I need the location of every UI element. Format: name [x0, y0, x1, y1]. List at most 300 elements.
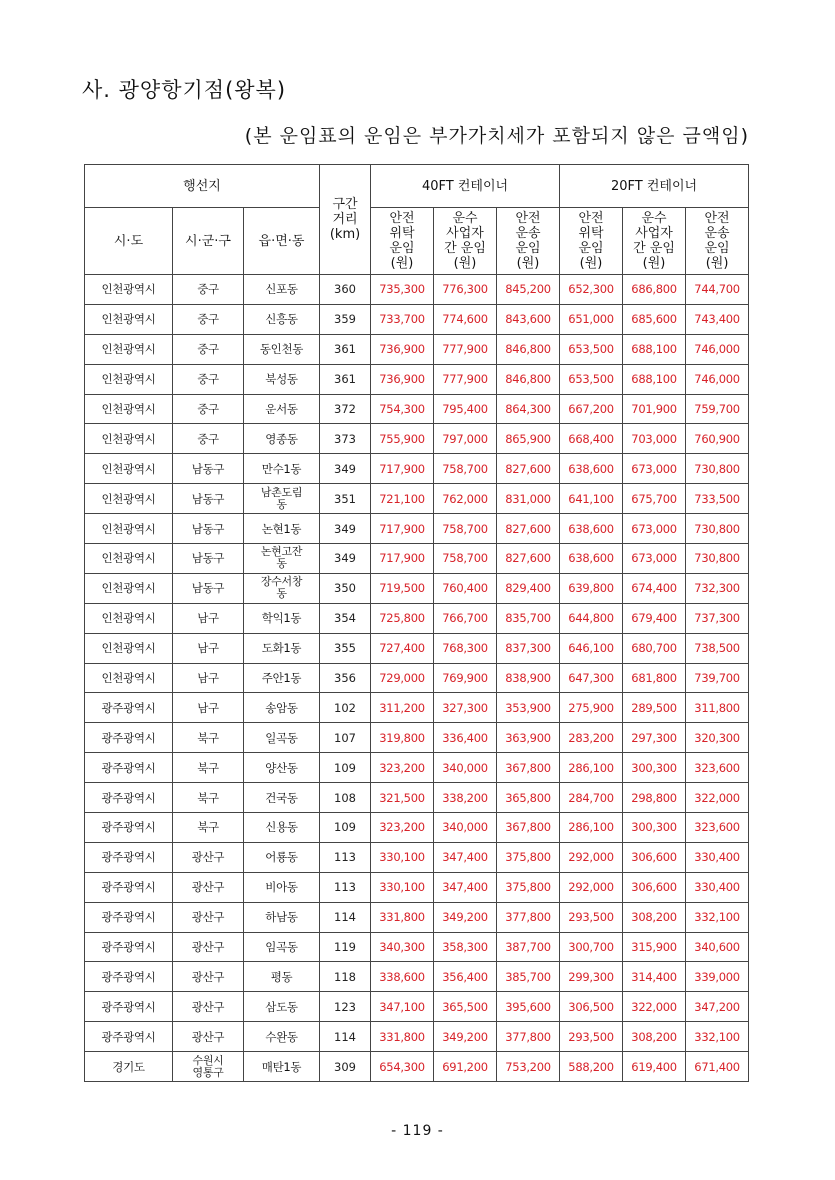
cell-20ft-safe-consign: 647,300 [560, 663, 623, 693]
cell-40ft-safe-consign: 719,500 [371, 573, 434, 603]
table-row [85, 932, 749, 962]
cell-20ft-between-carriers: 680,700 [623, 633, 686, 663]
header-eupmyeondong: 읍·면·동 [244, 208, 320, 275]
cell-40ft-safe-consign: 340,300 [371, 932, 434, 962]
table-row [85, 1022, 749, 1052]
cell-20ft-safe-transport: 330,400 [686, 872, 749, 902]
cell-eupmyeondong: 도화1동 [244, 633, 320, 663]
page-number: - 119 - [391, 1123, 444, 1139]
cell-40ft-between-carriers: 762,000 [434, 484, 497, 514]
cell-20ft-between-carriers: 673,000 [623, 544, 686, 574]
table-row [85, 902, 749, 932]
cell-sigungu: 북구 [173, 753, 244, 783]
cell-distance: 309 [320, 1052, 371, 1082]
cell-40ft-safe-transport: 837,300 [497, 633, 560, 663]
header-20ft-safe-consign: 안전 위탁 운임 (원) [560, 208, 623, 275]
cell-40ft-safe-transport: 829,400 [497, 573, 560, 603]
cell-40ft-between-carriers: 758,700 [434, 454, 497, 484]
cell-sigungu: 남구 [173, 603, 244, 633]
cell-eupmyeondong: 북성동 [244, 364, 320, 394]
cell-sido: 광주광역시 [85, 902, 173, 932]
cell-40ft-safe-consign: 727,400 [371, 633, 434, 663]
cell-40ft-safe-consign: 321,500 [371, 783, 434, 813]
cell-eupmyeondong: 송암동 [244, 693, 320, 723]
cell-distance: 109 [320, 813, 371, 843]
cell-20ft-safe-consign: 283,200 [560, 723, 623, 753]
cell-40ft-safe-consign: 311,200 [371, 693, 434, 723]
cell-20ft-between-carriers: 298,800 [623, 783, 686, 813]
cell-40ft-safe-transport: 846,800 [497, 334, 560, 364]
cell-40ft-between-carriers: 758,700 [434, 544, 497, 574]
cell-distance: 113 [320, 842, 371, 872]
cell-sido: 인천광역시 [85, 603, 173, 633]
cell-20ft-between-carriers: 289,500 [623, 693, 686, 723]
cell-40ft-safe-consign: 323,200 [371, 753, 434, 783]
vat-note: (본 운임표의 운임은 부가가치세가 포함되지 않은 금액임) [244, 125, 749, 147]
cell-40ft-safe-transport: 846,800 [497, 364, 560, 394]
cell-sigungu: 광산구 [173, 842, 244, 872]
cell-sigungu: 북구 [173, 723, 244, 753]
cell-distance: 108 [320, 783, 371, 813]
cell-distance: 118 [320, 962, 371, 992]
cell-40ft-safe-transport: 367,800 [497, 753, 560, 783]
cell-eupmyeondong: 임곡동 [244, 932, 320, 962]
cell-sido: 인천광역시 [85, 424, 173, 454]
cell-sido: 인천광역시 [85, 394, 173, 424]
cell-sigungu: 광산구 [173, 962, 244, 992]
cell-40ft-safe-transport: 827,600 [497, 514, 560, 544]
cell-40ft-between-carriers: 340,000 [434, 753, 497, 783]
header-20ft-safe-transport: 안전 운송 운임 (원) [686, 208, 749, 275]
cell-20ft-between-carriers: 701,900 [623, 394, 686, 424]
cell-40ft-between-carriers: 358,300 [434, 932, 497, 962]
cell-distance: 114 [320, 902, 371, 932]
cell-20ft-between-carriers: 688,100 [623, 364, 686, 394]
table-row [85, 872, 749, 902]
cell-20ft-between-carriers: 681,800 [623, 663, 686, 693]
cell-sigungu: 북구 [173, 783, 244, 813]
cell-40ft-safe-consign: 729,000 [371, 663, 434, 693]
cell-sido: 인천광역시 [85, 484, 173, 514]
cell-sigungu: 남동구 [173, 454, 244, 484]
cell-20ft-safe-transport: 732,300 [686, 573, 749, 603]
table-row [85, 514, 749, 544]
cell-sigungu: 수원시 영통구 [173, 1052, 244, 1082]
cell-20ft-safe-consign: 286,100 [560, 753, 623, 783]
cell-eupmyeondong: 신용동 [244, 813, 320, 843]
cell-eupmyeondong: 논현1동 [244, 514, 320, 544]
cell-sigungu: 광산구 [173, 992, 244, 1022]
cell-20ft-safe-consign: 638,600 [560, 454, 623, 484]
cell-20ft-safe-consign: 300,700 [560, 932, 623, 962]
header-40ft-safe-transport: 안전 운송 운임 (원) [497, 208, 560, 275]
cell-eupmyeondong: 장수서창 동 [244, 573, 320, 603]
header-20ft-between-carriers: 운수 사업자 간 운임 (원) [623, 208, 686, 275]
cell-20ft-safe-consign: 653,500 [560, 334, 623, 364]
cell-distance: 102 [320, 693, 371, 723]
cell-40ft-safe-consign: 736,900 [371, 364, 434, 394]
cell-20ft-safe-transport: 730,800 [686, 454, 749, 484]
table-row [85, 663, 749, 693]
cell-20ft-safe-transport: 730,800 [686, 514, 749, 544]
cell-20ft-between-carriers: 675,700 [623, 484, 686, 514]
cell-eupmyeondong: 양산동 [244, 753, 320, 783]
cell-sigungu: 북구 [173, 813, 244, 843]
cell-40ft-between-carriers: 769,900 [434, 663, 497, 693]
cell-20ft-safe-transport: 311,800 [686, 693, 749, 723]
cell-40ft-safe-consign: 733,700 [371, 304, 434, 334]
cell-20ft-safe-transport: 671,400 [686, 1052, 749, 1082]
cell-sigungu: 남동구 [173, 544, 244, 574]
table-row [85, 813, 749, 843]
cell-sido: 광주광역시 [85, 962, 173, 992]
cell-40ft-safe-consign: 331,800 [371, 1022, 434, 1052]
table-row [85, 962, 749, 992]
cell-20ft-safe-transport: 733,500 [686, 484, 749, 514]
table-row [85, 603, 749, 633]
cell-sido: 광주광역시 [85, 753, 173, 783]
cell-sigungu: 남동구 [173, 484, 244, 514]
cell-20ft-safe-consign: 588,200 [560, 1052, 623, 1082]
cell-20ft-safe-transport: 737,300 [686, 603, 749, 633]
cell-20ft-safe-consign: 638,600 [560, 514, 623, 544]
cell-40ft-safe-transport: 831,000 [497, 484, 560, 514]
cell-distance: 123 [320, 992, 371, 1022]
table-row [85, 334, 749, 364]
cell-eupmyeondong: 만수1동 [244, 454, 320, 484]
header-20ft: 20FT 컨테이너 [560, 165, 749, 208]
cell-20ft-safe-transport: 323,600 [686, 813, 749, 843]
table-row [85, 304, 749, 334]
cell-40ft-between-carriers: 797,000 [434, 424, 497, 454]
cell-20ft-safe-transport: 330,400 [686, 842, 749, 872]
cell-20ft-between-carriers: 673,000 [623, 454, 686, 484]
cell-sigungu: 남동구 [173, 514, 244, 544]
cell-40ft-safe-consign: 717,900 [371, 544, 434, 574]
table-row [85, 544, 749, 574]
cell-40ft-between-carriers: 336,400 [434, 723, 497, 753]
cell-40ft-safe-consign: 330,100 [371, 872, 434, 902]
cell-20ft-safe-transport: 743,400 [686, 304, 749, 334]
cell-sido: 광주광역시 [85, 813, 173, 843]
table-row [85, 484, 749, 514]
table-row [85, 723, 749, 753]
table-body [85, 275, 749, 1082]
cell-eupmyeondong: 삼도동 [244, 992, 320, 1022]
cell-distance: 350 [320, 573, 371, 603]
cell-40ft-safe-consign: 717,900 [371, 514, 434, 544]
cell-20ft-safe-consign: 668,400 [560, 424, 623, 454]
cell-40ft-safe-transport: 827,600 [497, 544, 560, 574]
cell-20ft-between-carriers: 688,100 [623, 334, 686, 364]
table-row [85, 633, 749, 663]
cell-sigungu: 중구 [173, 364, 244, 394]
table-row [85, 1052, 749, 1082]
cell-40ft-between-carriers: 349,200 [434, 902, 497, 932]
cell-40ft-between-carriers: 776,300 [434, 275, 497, 305]
table-row [85, 753, 749, 783]
cell-20ft-between-carriers: 674,400 [623, 573, 686, 603]
cell-20ft-between-carriers: 315,900 [623, 932, 686, 962]
cell-40ft-safe-consign: 736,900 [371, 334, 434, 364]
cell-40ft-safe-transport: 865,900 [497, 424, 560, 454]
cell-40ft-safe-consign: 338,600 [371, 962, 434, 992]
cell-distance: 356 [320, 663, 371, 693]
cell-40ft-between-carriers: 347,400 [434, 842, 497, 872]
cell-sido: 광주광역시 [85, 1022, 173, 1052]
cell-20ft-safe-consign: 284,700 [560, 783, 623, 813]
cell-sigungu: 남동구 [173, 573, 244, 603]
cell-20ft-safe-consign: 306,500 [560, 992, 623, 1022]
header-distance: 구간 거리 (km) [320, 165, 371, 275]
cell-eupmyeondong: 운서동 [244, 394, 320, 424]
cell-sigungu: 광산구 [173, 872, 244, 902]
cell-20ft-safe-consign: 653,500 [560, 364, 623, 394]
cell-20ft-safe-consign: 299,300 [560, 962, 623, 992]
cell-20ft-safe-consign: 292,000 [560, 842, 623, 872]
cell-20ft-between-carriers: 686,800 [623, 275, 686, 305]
cell-20ft-between-carriers: 300,300 [623, 813, 686, 843]
cell-20ft-safe-transport: 744,700 [686, 275, 749, 305]
cell-eupmyeondong: 비아동 [244, 872, 320, 902]
cell-distance: 361 [320, 334, 371, 364]
cell-40ft-safe-transport: 363,900 [497, 723, 560, 753]
cell-40ft-between-carriers: 327,300 [434, 693, 497, 723]
cell-sido: 광주광역시 [85, 783, 173, 813]
cell-40ft-safe-consign: 755,900 [371, 424, 434, 454]
cell-sido: 경기도 [85, 1052, 173, 1082]
cell-20ft-safe-transport: 323,600 [686, 753, 749, 783]
cell-40ft-safe-transport: 377,800 [497, 902, 560, 932]
cell-eupmyeondong: 논현고잔 동 [244, 544, 320, 574]
cell-40ft-safe-transport: 385,700 [497, 962, 560, 992]
cell-40ft-safe-consign: 654,300 [371, 1052, 434, 1082]
cell-20ft-between-carriers: 297,300 [623, 723, 686, 753]
cell-sigungu: 중구 [173, 275, 244, 305]
cell-sido: 인천광역시 [85, 454, 173, 484]
cell-distance: 349 [320, 514, 371, 544]
cell-sigungu: 광산구 [173, 932, 244, 962]
cell-eupmyeondong: 학익1동 [244, 603, 320, 633]
cell-sigungu: 광산구 [173, 1022, 244, 1052]
cell-40ft-between-carriers: 766,700 [434, 603, 497, 633]
cell-sigungu: 남구 [173, 663, 244, 693]
cell-distance: 360 [320, 275, 371, 305]
cell-40ft-safe-transport: 375,800 [497, 872, 560, 902]
cell-20ft-safe-transport: 332,100 [686, 1022, 749, 1052]
cell-sido: 인천광역시 [85, 663, 173, 693]
cell-40ft-between-carriers: 347,400 [434, 872, 497, 902]
cell-40ft-safe-consign: 725,800 [371, 603, 434, 633]
cell-20ft-safe-consign: 646,100 [560, 633, 623, 663]
cell-20ft-safe-consign: 652,300 [560, 275, 623, 305]
cell-20ft-safe-transport: 746,000 [686, 364, 749, 394]
cell-distance: 359 [320, 304, 371, 334]
cell-40ft-safe-transport: 395,600 [497, 992, 560, 1022]
cell-eupmyeondong: 남촌도림 동 [244, 484, 320, 514]
table-row [85, 454, 749, 484]
header-40ft: 40FT 컨테이너 [371, 165, 560, 208]
cell-sido: 인천광역시 [85, 573, 173, 603]
cell-20ft-between-carriers: 322,000 [623, 992, 686, 1022]
cell-sido: 광주광역시 [85, 872, 173, 902]
table-row [85, 783, 749, 813]
header-40ft-safe-consign: 안전 위탁 운임 (원) [371, 208, 434, 275]
cell-40ft-safe-consign: 717,900 [371, 454, 434, 484]
cell-20ft-safe-consign: 292,000 [560, 872, 623, 902]
cell-distance: 372 [320, 394, 371, 424]
cell-sido: 인천광역시 [85, 633, 173, 663]
header-40ft-between-carriers: 운수 사업자 간 운임 (원) [434, 208, 497, 275]
section-title: 사. 광양항기점(왕복) [82, 78, 287, 102]
cell-distance: 361 [320, 364, 371, 394]
cell-distance: 373 [320, 424, 371, 454]
table-row [85, 992, 749, 1022]
cell-sido: 인천광역시 [85, 364, 173, 394]
cell-40ft-between-carriers: 340,000 [434, 813, 497, 843]
cell-40ft-between-carriers: 774,600 [434, 304, 497, 334]
cell-40ft-safe-transport: 838,900 [497, 663, 560, 693]
cell-eupmyeondong: 건국동 [244, 783, 320, 813]
cell-sido: 인천광역시 [85, 334, 173, 364]
cell-distance: 355 [320, 633, 371, 663]
cell-20ft-safe-consign: 667,200 [560, 394, 623, 424]
cell-20ft-between-carriers: 308,200 [623, 1022, 686, 1052]
cell-eupmyeondong: 매탄1동 [244, 1052, 320, 1082]
cell-40ft-between-carriers: 338,200 [434, 783, 497, 813]
cell-40ft-safe-transport: 353,900 [497, 693, 560, 723]
table-header [85, 165, 749, 275]
cell-sigungu: 중구 [173, 334, 244, 364]
cell-40ft-safe-transport: 843,600 [497, 304, 560, 334]
cell-20ft-safe-consign: 644,800 [560, 603, 623, 633]
cell-20ft-safe-consign: 275,900 [560, 693, 623, 723]
cell-sido: 인천광역시 [85, 514, 173, 544]
cell-eupmyeondong: 어룡동 [244, 842, 320, 872]
cell-40ft-safe-transport: 835,700 [497, 603, 560, 633]
cell-20ft-safe-transport: 739,700 [686, 663, 749, 693]
cell-40ft-safe-transport: 827,600 [497, 454, 560, 484]
header-sigungu: 시·군·구 [173, 208, 244, 275]
cell-sido: 광주광역시 [85, 842, 173, 872]
cell-sido: 인천광역시 [85, 275, 173, 305]
cell-40ft-between-carriers: 758,700 [434, 514, 497, 544]
cell-20ft-between-carriers: 703,000 [623, 424, 686, 454]
cell-40ft-between-carriers: 768,300 [434, 633, 497, 663]
cell-40ft-safe-transport: 845,200 [497, 275, 560, 305]
cell-40ft-between-carriers: 795,400 [434, 394, 497, 424]
table-row [85, 364, 749, 394]
cell-sido: 광주광역시 [85, 693, 173, 723]
table-row [85, 842, 749, 872]
cell-20ft-between-carriers: 306,600 [623, 872, 686, 902]
cell-20ft-between-carriers: 673,000 [623, 514, 686, 544]
cell-40ft-between-carriers: 691,200 [434, 1052, 497, 1082]
cell-20ft-safe-transport: 730,800 [686, 544, 749, 574]
cell-40ft-safe-transport: 387,700 [497, 932, 560, 962]
cell-20ft-between-carriers: 306,600 [623, 842, 686, 872]
cell-distance: 109 [320, 753, 371, 783]
cell-sido: 인천광역시 [85, 544, 173, 574]
cell-distance: 349 [320, 544, 371, 574]
cell-20ft-safe-consign: 639,800 [560, 573, 623, 603]
cell-sido: 인천광역시 [85, 304, 173, 334]
cell-20ft-between-carriers: 314,400 [623, 962, 686, 992]
cell-40ft-between-carriers: 777,900 [434, 334, 497, 364]
cell-40ft-safe-consign: 323,200 [371, 813, 434, 843]
cell-20ft-safe-transport: 746,000 [686, 334, 749, 364]
cell-20ft-safe-transport: 322,000 [686, 783, 749, 813]
cell-distance: 349 [320, 454, 371, 484]
cell-40ft-between-carriers: 356,400 [434, 962, 497, 992]
cell-20ft-safe-transport: 340,600 [686, 932, 749, 962]
table-row [85, 693, 749, 723]
cell-40ft-safe-consign: 331,800 [371, 902, 434, 932]
cell-20ft-safe-transport: 320,300 [686, 723, 749, 753]
cell-40ft-safe-transport: 365,800 [497, 783, 560, 813]
fare-table [84, 164, 749, 1082]
cell-eupmyeondong: 일곡동 [244, 723, 320, 753]
cell-20ft-safe-consign: 651,000 [560, 304, 623, 334]
cell-distance: 114 [320, 1022, 371, 1052]
cell-40ft-safe-consign: 721,100 [371, 484, 434, 514]
cell-20ft-between-carriers: 685,600 [623, 304, 686, 334]
cell-20ft-safe-transport: 332,100 [686, 902, 749, 932]
cell-20ft-safe-transport: 347,200 [686, 992, 749, 1022]
cell-eupmyeondong: 하남동 [244, 902, 320, 932]
cell-eupmyeondong: 신흥동 [244, 304, 320, 334]
cell-20ft-safe-transport: 760,900 [686, 424, 749, 454]
cell-40ft-safe-transport: 864,300 [497, 394, 560, 424]
cell-sigungu: 남구 [173, 633, 244, 663]
cell-20ft-between-carriers: 679,400 [623, 603, 686, 633]
cell-40ft-between-carriers: 777,900 [434, 364, 497, 394]
cell-sigungu: 중구 [173, 424, 244, 454]
cell-eupmyeondong: 수완동 [244, 1022, 320, 1052]
cell-sigungu: 중구 [173, 394, 244, 424]
cell-sigungu: 광산구 [173, 902, 244, 932]
cell-40ft-safe-consign: 347,100 [371, 992, 434, 1022]
cell-eupmyeondong: 동인천동 [244, 334, 320, 364]
cell-eupmyeondong: 신포동 [244, 275, 320, 305]
cell-40ft-safe-transport: 375,800 [497, 842, 560, 872]
cell-eupmyeondong: 주안1동 [244, 663, 320, 693]
header-sido: 시·도 [85, 208, 173, 275]
table-row [85, 394, 749, 424]
cell-distance: 107 [320, 723, 371, 753]
cell-40ft-safe-transport: 753,200 [497, 1052, 560, 1082]
cell-40ft-safe-consign: 330,100 [371, 842, 434, 872]
cell-distance: 351 [320, 484, 371, 514]
table-row [85, 275, 749, 305]
header-route: 행선지 [85, 165, 320, 208]
cell-sigungu: 남구 [173, 693, 244, 723]
cell-40ft-safe-transport: 367,800 [497, 813, 560, 843]
cell-eupmyeondong: 평동 [244, 962, 320, 992]
cell-40ft-safe-consign: 735,300 [371, 275, 434, 305]
cell-20ft-safe-consign: 641,100 [560, 484, 623, 514]
table-row [85, 424, 749, 454]
cell-sido: 광주광역시 [85, 932, 173, 962]
cell-20ft-safe-transport: 759,700 [686, 394, 749, 424]
cell-distance: 354 [320, 603, 371, 633]
cell-sido: 광주광역시 [85, 723, 173, 753]
cell-sido: 광주광역시 [85, 992, 173, 1022]
cell-40ft-between-carriers: 365,500 [434, 992, 497, 1022]
cell-40ft-safe-consign: 754,300 [371, 394, 434, 424]
cell-40ft-between-carriers: 760,400 [434, 573, 497, 603]
cell-distance: 113 [320, 872, 371, 902]
